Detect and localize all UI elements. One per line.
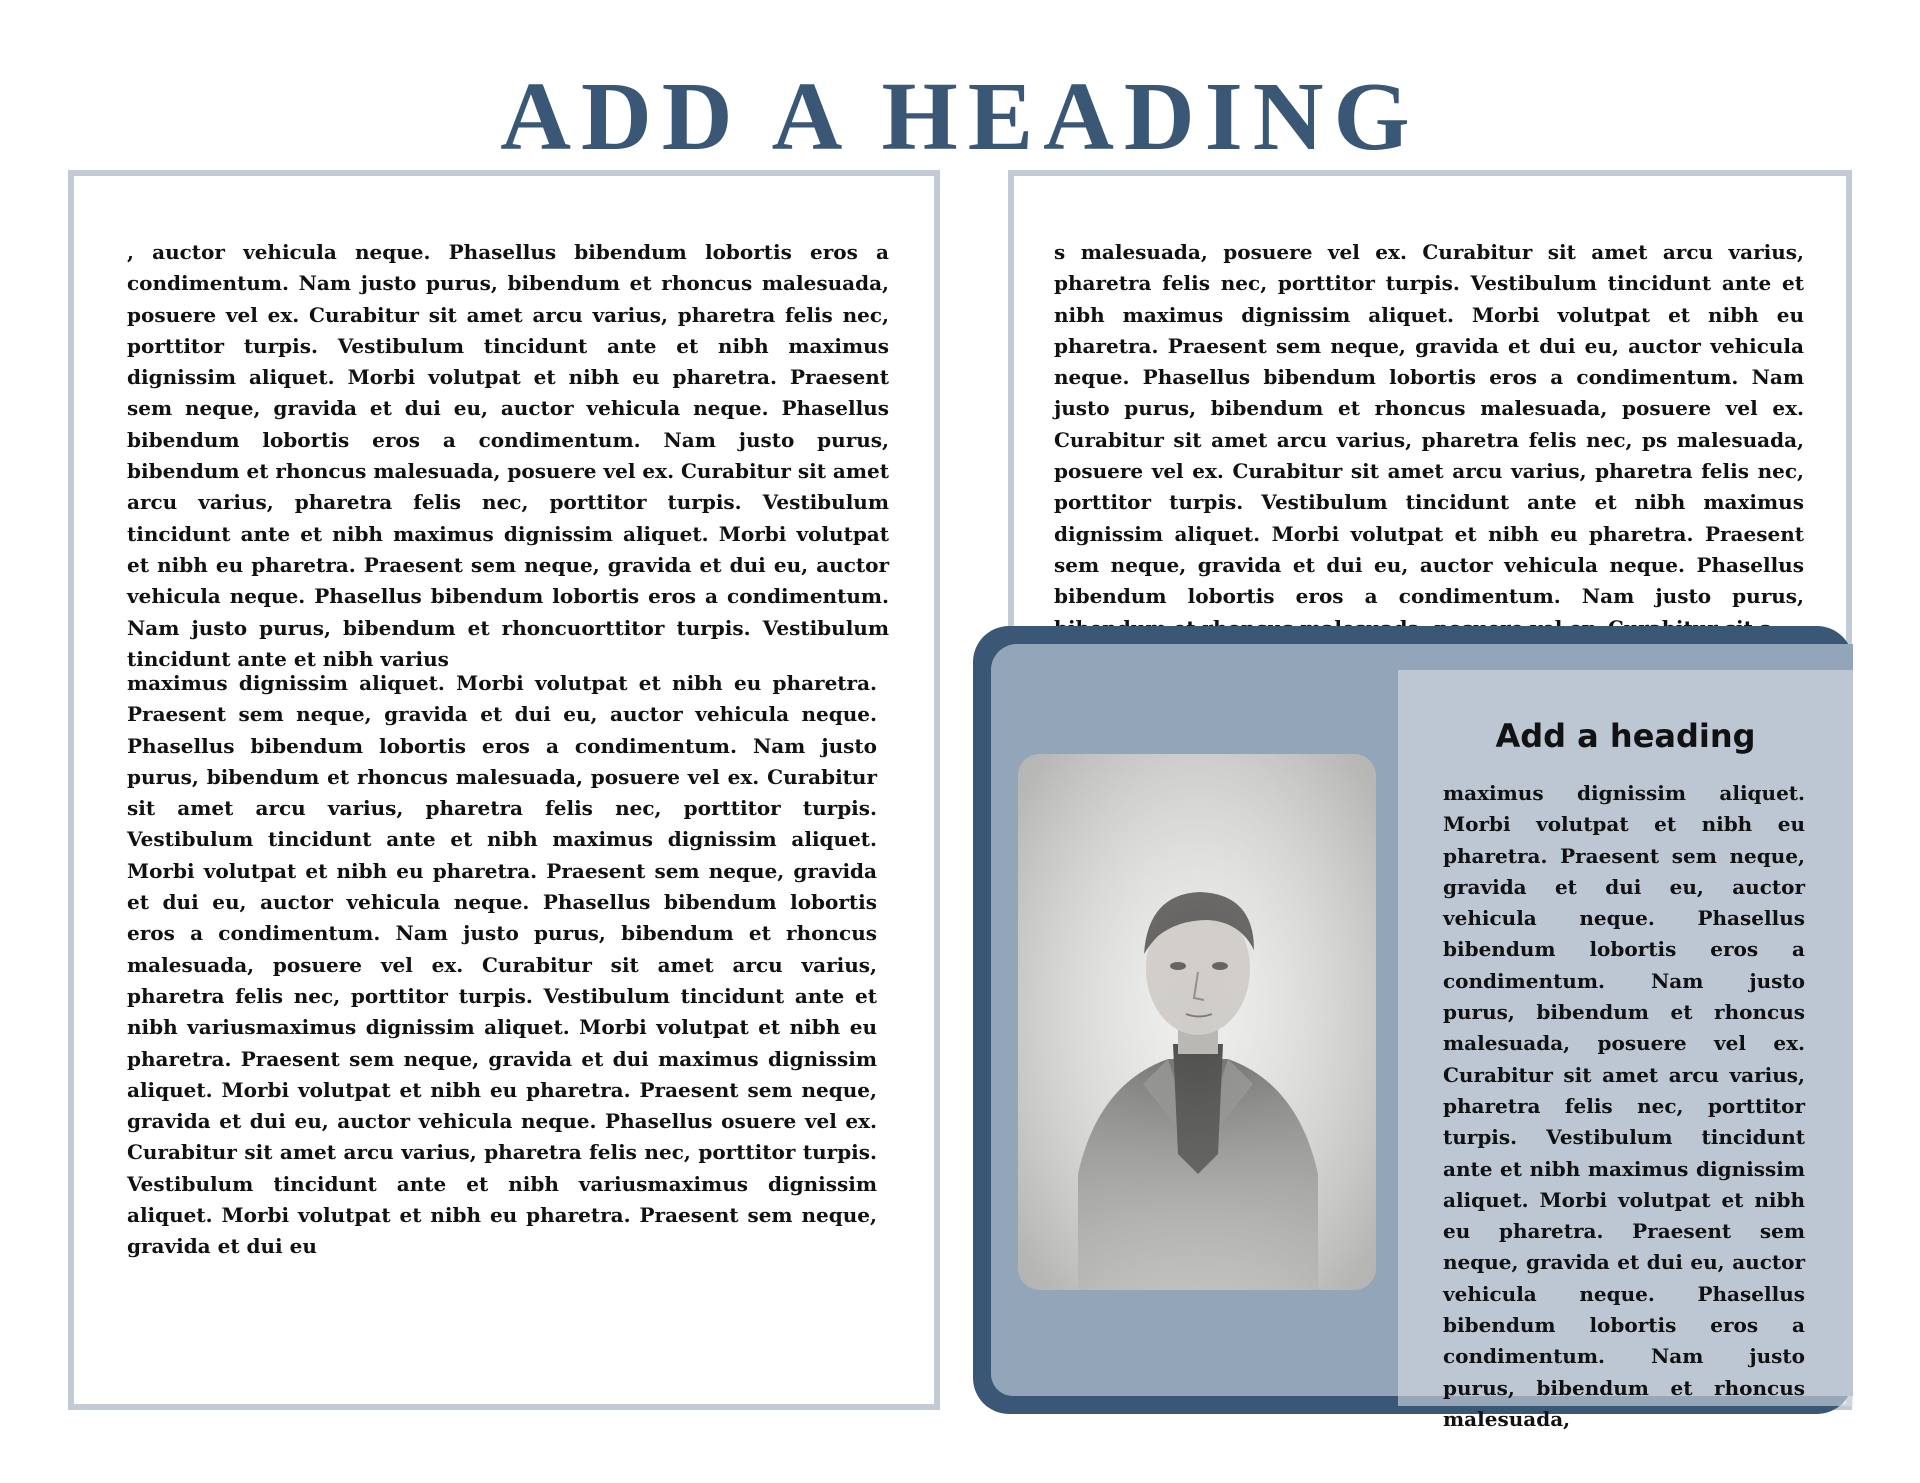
feature-heading: Add a heading bbox=[1495, 717, 1756, 755]
page-title: ADD A HEADING bbox=[500, 63, 1420, 171]
left-paragraph-2: maximus dignissim aliquet. Morbi volutpat et nibh eu pharetra. Praesent sem neque, gravida et dui eu, auctor vehicula neque. Phasellus bibendum lobortis eros a condimentum. Nam justo purus, bibendum et rhoncus malesuada, posuere vel ex. Curabitur sit amet arcu varius, pharetra felis nec, porttitor turpis. Vestibulum tincidunt ante et nibh maximus dignissim aliquet. Morbi volutpat et nibh eu pharetra. Praesent sem neque, gravida et dui eu, auctor vehicula neque. Phasellus bibendum lobortis eros a condimentum. Nam justo purus, bibendum et rhoncus malesuada, posuere vel ex. Curabitur sit amet arcu varius, pharetra felis nec, porttitor turpis. Vestibulum tincidunt ante et nibh variusmaximus dignissim aliquet. Morbi volutpat et nibh eu pharetra. Praesent sem neque, gravida et dui maximus dignissim aliquet. Morbi volutpat et nibh eu pharetra. Praesent sem neque, gravida et dui eu, auctor vehicula neque. Phasellus osuere vel ex. Curabitur sit amet arcu varius, pharetra felis nec, porttitor turpis. Vestibulum tincidunt ante et nibh variusmaximus dignissim aliquet. Morbi volutpat et nibh eu pharetra. Praesent sem neque, gravida et dui eu bbox=[127, 671, 877, 1259]
right-paragraph-1: s malesuada, posuere vel ex. Curabitur sit amet arcu varius, pharetra felis nec, porttitor turpis. Vestibulum tincidunt ante et nibh maximus dignissim aliquet. Morbi volutpat et nibh eu pharetra. Praesent sem neque, gravida et dui eu, auctor vehicula neque. Phasellus bibendum lobortis eros a condimentum. Nam justo purus, bibendum et rhoncus malesuada, posuere vel ex. Curabitur sit amet arcu varius, pharetra felis nec, ps malesuada, posuere vel ex. Curabitur sit amet arcu varius, pharetra felis nec, porttitor turpis. Vestibulum tincidunt ante et nibh maximus dignissim aliquet. Morbi volutpat et nibh eu pharetra. Praesent sem neque, gravida et dui eu, auctor vehicula neque. Phasellus bibendum lobortis eros a condimentum. Nam justo purus, bbox=[1054, 240, 1804, 609]
vintage-portrait-icon bbox=[1018, 754, 1376, 1290]
feature-paragraph: maximus dignissim aliquet. Morbi volutpat et nibh eu pharetra. Praesent sem neque, gravida et dui eu, auctor vehicula neque. Phasellus bibendum lobortis eros a condimentum. Nam justo purus, bibendum et rhoncus malesuada, posuere vel ex. Curabitur sit amet arcu varius, pharetra felis nec, porttitor turpis. Vestibulum tincidunt ante et nibh maximus dignissim aliquet. Morbi volutpat et nibh eu pharetra. Praesent sem neque, gravida et dui eu, auctor vehicula neque. Phasellus bibendum lobortis eros a condimentum. Nam justo purus, bibendum et rhoncus malesuada, bbox=[1443, 781, 1805, 1431]
left-paragraph-1: , auctor vehicula neque. Phasellus bibendum lobortis eros a condimentum. Nam justo purus, bibendum et rhoncus malesuada, posuere vel ex. Curabitur sit amet arcu varius, pharetra felis nec, porttitor turpis. Vestibulum tincidunt ante et nibh maximus dignissim aliquet. Morbi volutpat et nibh eu pharetra. Praesent sem neque, gravida et dui eu, auctor vehicula neque. Phasellus bibendum lobortis eros a condimentum. Nam justo purus, bibendum et rhoncus malesuada, posuere vel ex. Curabitur sit amet arcu varius, pharetra felis nec, porttitor turpis. Vestibulum tincidunt ante et nibh maximus dignissim aliquet. Morbi volutpat et nibh eu pharetra. Praesent sem neque, gravida et dui eu, auctor vehicula neque. Phasellus bibendum lobortis eros a condimentum. Nam justo purus, bibendum et rhoncuorttitor turpis. Vestibulum tincidunt ante et nibh varius bbox=[127, 240, 889, 671]
